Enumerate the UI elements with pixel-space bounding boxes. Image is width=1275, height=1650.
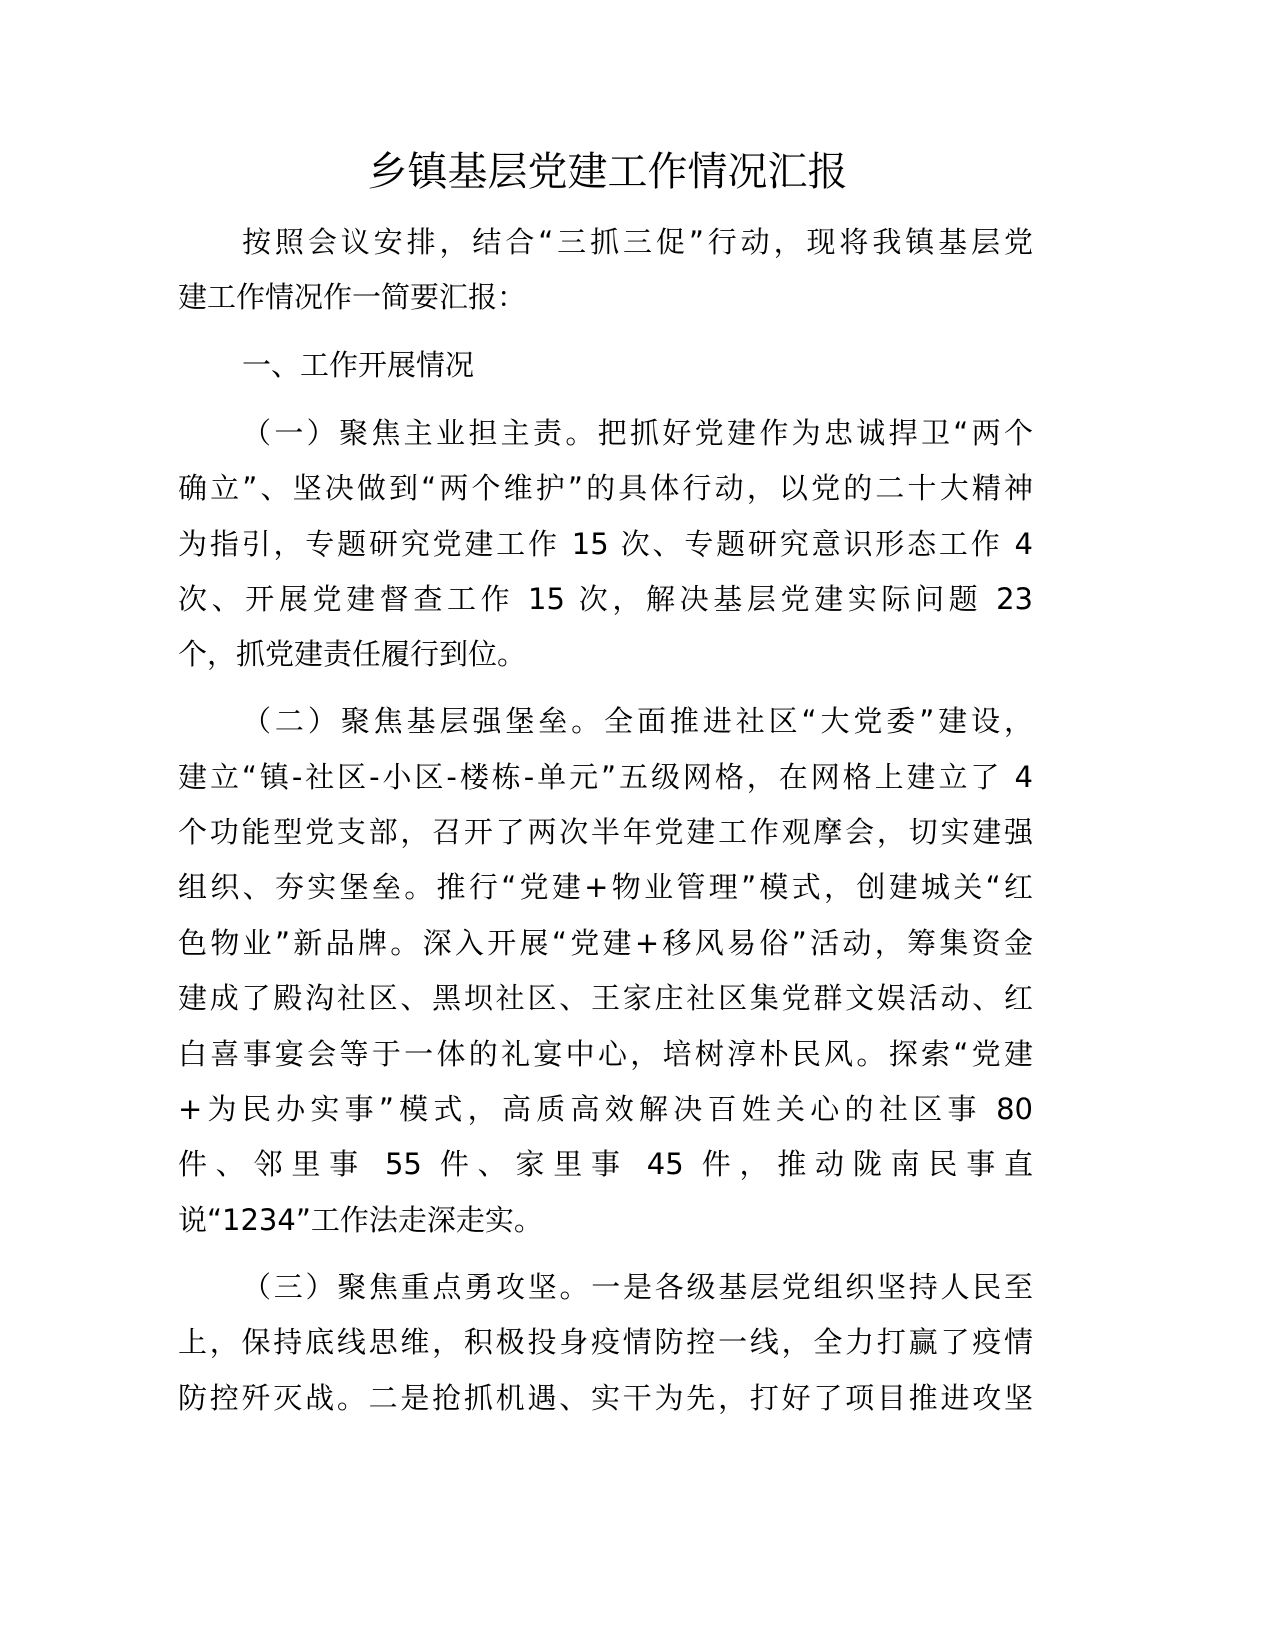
paragraph-line: 白喜事宴会等于一体的礼宴中心，培树淳朴民风。探索“党建 bbox=[178, 1037, 1033, 1071]
paragraph-line: 件、邻里事 55 件、家里事 45 件，推动陇南民事直 bbox=[178, 1147, 1033, 1181]
paragraph-line: 说“1234”工作法走深走实。 bbox=[178, 1203, 543, 1237]
document-title: 乡镇基层党建工作情况汇报 bbox=[367, 149, 848, 195]
paragraph-line: 按照会议安排，结合“三抓三促”行动，现将我镇基层党 bbox=[242, 225, 1033, 259]
paragraph-line: 次、开展党建督查工作 15 次，解决基层党建实际问题 23 bbox=[178, 582, 1033, 616]
paragraph-line: 建成了殿沟社区、黑坝社区、王家庄社区集党群文娱活动、红 bbox=[178, 981, 1033, 1015]
paragraph-line: 个功能型党支部，召开了两次半年党建工作观摩会，切实建强 bbox=[178, 815, 1033, 849]
paragraph-line: 确立”、坚决做到“两个维护”的具体行动，以党的二十大精神 bbox=[178, 471, 1033, 505]
paragraph-line: 防控歼灭战。二是抢抓机遇、实干为先，打好了项目推进攻坚 bbox=[178, 1381, 1033, 1415]
paragraph-line: （三）聚焦重点勇攻坚。一是各级基层党组织坚持人民至 bbox=[242, 1270, 1033, 1304]
paragraph-line: 色物业”新品牌。深入开展“党建+移风易俗”活动，筹集资金 bbox=[178, 926, 1033, 960]
paragraph-line: 上，保持底线思维，积极投身疫情防控一线，全力打赢了疫情 bbox=[178, 1325, 1033, 1359]
paragraph-line: 建工作情况作一简要汇报： bbox=[178, 280, 527, 314]
paragraph-line: 组织、夯实堡垒。推行“党建+物业管理”模式，创建城关“红 bbox=[178, 870, 1033, 904]
paragraph-line: 为指引，专题研究党建工作 15 次、专题研究意识形态工作 4 bbox=[178, 527, 1033, 561]
paragraph-line: 个，抓党建责任履行到位。 bbox=[178, 637, 527, 671]
section-heading: 一、工作开展情况 bbox=[242, 348, 475, 382]
paragraph-line: （二）聚焦基层强堡垒。全面推进社区“大党委”建设， bbox=[242, 704, 1033, 738]
paragraph-line: 建立“镇-社区-小区-楼栋-单元”五级网格，在网格上建立了 4 bbox=[178, 760, 1033, 794]
paragraph-line: （一）聚焦主业担主责。把抓好党建作为忠诚捍卫“两个 bbox=[242, 416, 1033, 450]
paragraph-line: +为民办实事”模式，高质高效解决百姓关心的社区事 80 bbox=[178, 1092, 1033, 1126]
